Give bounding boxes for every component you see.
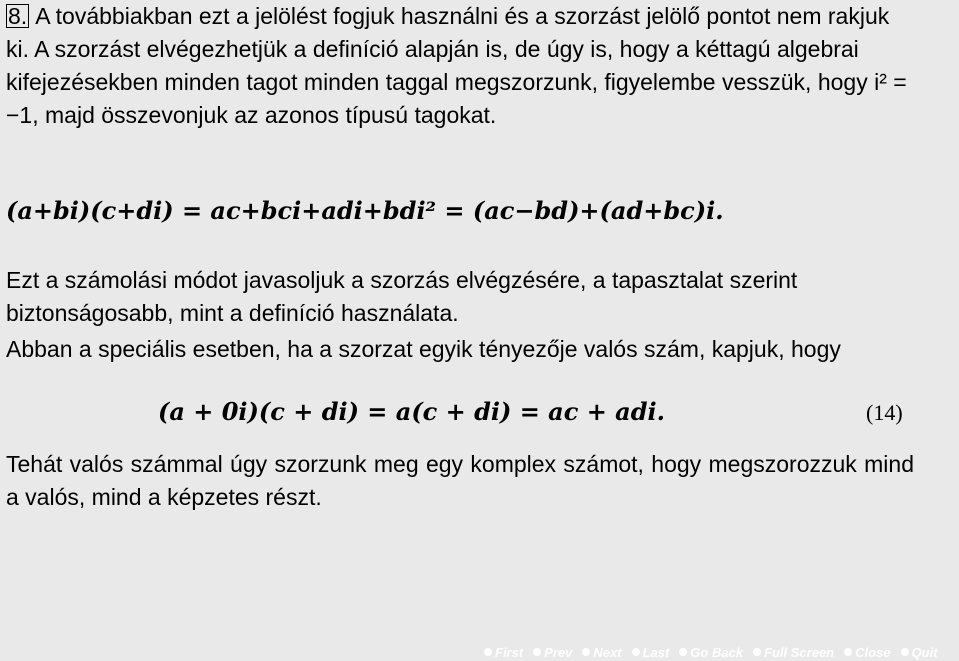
nav-next-button[interactable] xyxy=(582,645,621,660)
paragraph-conclusion: Tehát valós számmal úgy szorzunk meg egy komplex számot, hogy megszorozzuk mind a valós, mind a képzetes részt. xyxy=(6,451,914,510)
paragraph-intro xyxy=(6,0,914,132)
paragraph-special-case: Abban a speciális esetben, ha a szorzat egyik tényezője valós szám, kapjuk, hogy xyxy=(6,336,841,362)
paragraph-method: Ezt a számolási módot javasoljuk a szorzás elvégzésére, a tapasztalat szerint biztonságosabb, mint a definíció használata. xyxy=(6,267,798,326)
bullet-icon xyxy=(753,648,761,656)
bullet-icon xyxy=(901,648,909,656)
bullet-icon xyxy=(844,648,852,656)
nav-quit-button[interactable] xyxy=(901,645,938,660)
bullet-icon xyxy=(632,648,640,656)
nav-full-screen-button[interactable] xyxy=(753,645,834,660)
nav-close-button[interactable] xyxy=(844,645,890,660)
bullet-icon xyxy=(484,648,492,656)
nav-prev-button[interactable] xyxy=(533,645,572,660)
equation-multiplication: (a+bi)(c+di) = ac+bci+adi+bdi² = (ac−bd)+(ad+bc)i. xyxy=(6,196,724,225)
nav-go-back-label: Go Back xyxy=(690,644,744,660)
nav-last-label: Last xyxy=(642,644,670,660)
nav-prev-label: Prev xyxy=(544,644,573,660)
nav-close-label: Close xyxy=(855,644,891,660)
nav-last-button[interactable] xyxy=(632,645,670,660)
nav-go-back-button[interactable] xyxy=(679,645,743,660)
nav-first-button[interactable] xyxy=(484,645,523,660)
nav-full-screen-label: Full Screen xyxy=(764,644,835,660)
bullet-icon xyxy=(533,648,541,656)
navigation-bar xyxy=(484,643,938,661)
nav-next-label: Next xyxy=(593,644,622,660)
equation-real-factor: (a + 0i)(c + di) = a(c + di) = ac + adi. xyxy=(158,397,665,426)
nav-quit-label: Quit xyxy=(911,644,938,660)
paragraph-intro-text: A továbbiakban ezt a jelölést fogjuk használni és a szorzást jelölő pontot nem rakjuk ki. A szorzást elvégezhetjük a definíció alapján is, de úgy is, hogy a kéttagú algebrai kifejezésekben minden tagot minden taggal megszorzunk, figyelembe vesszük, hogy i² = −1, majd összevonjuk az azonos típusú tagokat. xyxy=(6,3,907,128)
nav-first-label: First xyxy=(495,644,524,660)
equation-number: (14) xyxy=(866,400,903,425)
bullet-icon xyxy=(679,648,687,656)
bullet-icon xyxy=(582,648,590,656)
item-number: 8. xyxy=(8,3,28,29)
